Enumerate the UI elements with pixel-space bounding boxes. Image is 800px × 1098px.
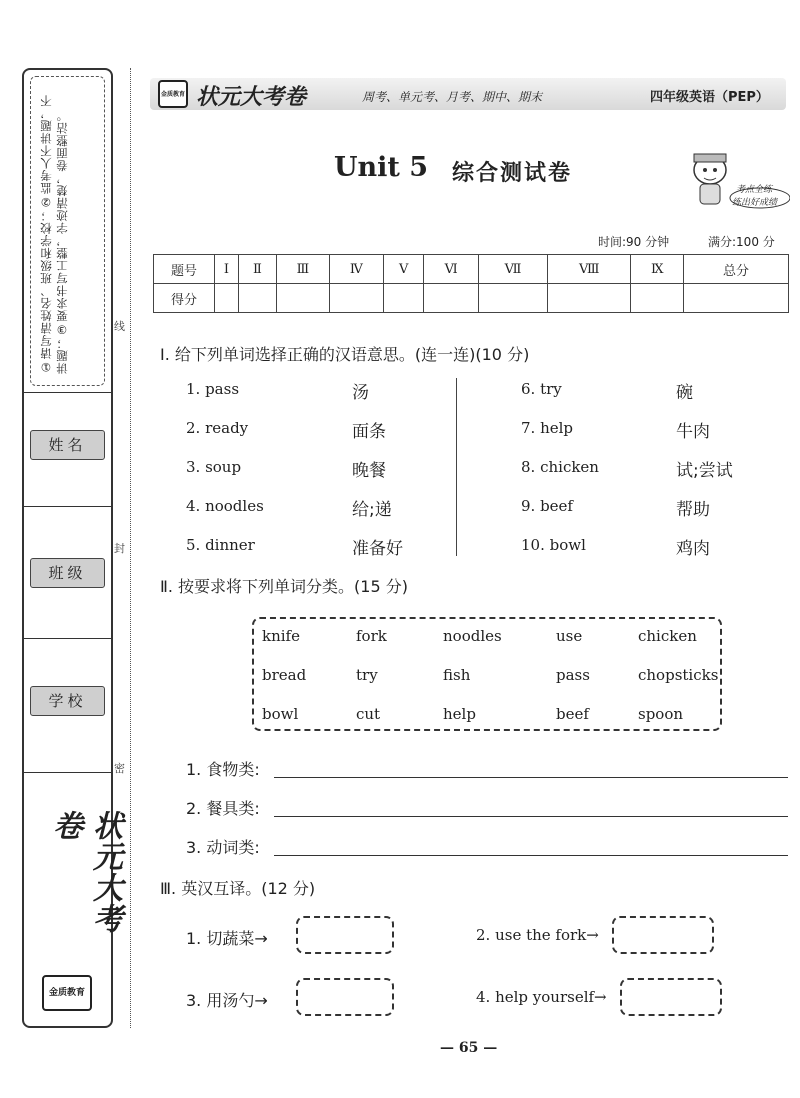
exam-time: 时间:90 分钟	[598, 235, 670, 249]
score-cell[interactable]	[277, 284, 330, 313]
score-col-header: Ⅸ	[631, 255, 684, 284]
score-cell[interactable]	[329, 284, 383, 313]
word-bank-item: bowl	[262, 705, 299, 723]
score-cell[interactable]	[424, 284, 479, 313]
translate-item: 3. 用汤勺→	[186, 991, 268, 1010]
score-col-header: Ⅳ	[329, 255, 383, 284]
header-subject: 四年级英语（PEP）	[650, 90, 769, 105]
word-bank-item: knife	[262, 627, 300, 645]
match-word: 9. beef	[521, 497, 573, 515]
match-meaning: 给;递	[352, 500, 392, 520]
sidebar-logo	[42, 975, 92, 1011]
sidebar-divider	[24, 392, 111, 393]
word-bank-item: pass	[556, 666, 590, 684]
match-meaning: 汤	[352, 383, 369, 403]
exam-notes-text: ①请写清姓名、班级和学校；②监考人不讲题，不讲题；③要求书写工整，字迹清楚，卷面整洁。	[39, 94, 69, 374]
score-cell[interactable]	[548, 284, 631, 313]
score-row-label: 得分	[154, 284, 215, 313]
score-cell[interactable]	[479, 284, 548, 313]
score-cell[interactable]	[215, 284, 239, 313]
match-word: 3. soup	[186, 458, 242, 476]
word-bank-item: beef	[556, 705, 589, 723]
match-meaning: 碗	[676, 383, 693, 403]
word-bank-item: try	[356, 666, 378, 684]
translate-item: 4. help yourself→	[476, 988, 607, 1006]
word-bank-item: chicken	[638, 627, 697, 645]
category-label: 2. 餐具类:	[186, 799, 260, 818]
match-word: 5. dinner	[186, 536, 255, 554]
class-label: 班级	[30, 558, 105, 588]
match-word: 10. bowl	[521, 536, 586, 554]
sidebar-brand: 状元大考卷	[47, 810, 122, 934]
name-label: 姓名	[30, 430, 105, 460]
score-col-header: Ⅵ	[424, 255, 479, 284]
word-bank-item: chopsticks	[638, 666, 719, 684]
match-word: 1. pass	[186, 380, 240, 398]
translate-answer-box[interactable]	[296, 916, 394, 954]
score-header-row	[154, 255, 789, 284]
translate-answer-box[interactable]	[296, 978, 394, 1016]
match-meaning: 帮助	[676, 500, 710, 520]
match-divider	[456, 378, 457, 556]
translate-answer-box[interactable]	[620, 978, 722, 1016]
unit-title: Unit 5	[334, 152, 429, 183]
header-logo-text: 金质教育	[160, 91, 185, 98]
translate-item: 2. use the fork→	[476, 926, 599, 944]
score-cell[interactable]	[238, 284, 276, 313]
match-meaning: 晚餐	[352, 461, 386, 481]
word-bank-item: cut	[356, 705, 381, 723]
tableware-answer-line[interactable]	[274, 816, 788, 817]
sidebar-logo-text: 金质教育	[48, 988, 85, 998]
score-col-header: Ⅷ	[548, 255, 631, 284]
word-bank-item: fish	[443, 666, 471, 684]
sidebar-divider	[24, 638, 111, 639]
match-meaning: 鸡肉	[676, 539, 710, 559]
match-meaning: 准备好	[352, 539, 403, 559]
word-bank-item: noodles	[443, 627, 502, 645]
score-col-header: Ⅲ	[277, 255, 330, 284]
food-answer-line[interactable]	[274, 777, 788, 778]
score-col-header: Ⅴ	[384, 255, 424, 284]
cut-mark-line: 线	[114, 320, 125, 333]
section-2-title: Ⅱ. 按要求将下列单词分类。(15 分)	[160, 577, 408, 596]
translate-item: 1. 切蔬菜→	[186, 929, 268, 948]
match-meaning: 面条	[352, 422, 386, 442]
section-1-title: Ⅰ. 给下列单词选择正确的汉语意思。(连一连)(10 分)	[160, 345, 530, 364]
score-col-header: Ⅱ	[238, 255, 276, 284]
score-col-header: Ⅶ	[479, 255, 548, 284]
cut-mark-seal: 封	[114, 542, 125, 555]
translate-answer-box[interactable]	[612, 916, 714, 954]
score-row-label: 题号	[154, 255, 215, 284]
header-brand: 状元大考卷	[196, 85, 307, 110]
match-word: 7. help	[521, 419, 574, 437]
sidebar-divider	[24, 772, 111, 773]
full-score: 满分:100 分	[708, 235, 775, 249]
page-number: — 65 —	[440, 1040, 498, 1056]
cut-mark-secret: 密	[114, 762, 125, 775]
score-cell[interactable]	[684, 284, 789, 313]
category-label: 1. 食物类:	[186, 760, 260, 779]
cut-line	[130, 68, 131, 1028]
match-meaning: 牛肉	[676, 422, 710, 442]
score-cell[interactable]	[384, 284, 424, 313]
match-word: 2. ready	[186, 419, 249, 437]
score-table	[153, 254, 789, 313]
word-bank-item: fork	[356, 627, 387, 645]
school-label: 学校	[30, 686, 105, 716]
score-col-header: 总分	[684, 255, 789, 284]
word-bank-item: help	[443, 705, 476, 723]
mascot-text-1: 考点全练	[736, 185, 773, 195]
header-tagline: 周考、单元考、月考、期中、期末	[362, 90, 543, 104]
word-bank-item: bread	[262, 666, 307, 684]
mascot-text-2: 练出好成绩	[732, 198, 778, 208]
section-3-title: Ⅲ. 英汉互译。(12 分)	[160, 879, 316, 898]
match-meaning: 试;尝试	[676, 461, 733, 481]
score-value-row	[154, 284, 789, 313]
score-col-header: Ⅰ	[215, 255, 239, 284]
word-bank-item: spoon	[638, 705, 684, 723]
sidebar-divider	[24, 506, 111, 507]
category-label: 3. 动词类:	[186, 838, 260, 857]
header-logo	[158, 80, 188, 108]
verb-answer-line[interactable]	[274, 855, 788, 856]
match-word: 4. noodles	[186, 497, 264, 515]
word-bank-item: use	[556, 627, 583, 645]
score-cell[interactable]	[631, 284, 684, 313]
match-word: 8. chicken	[521, 458, 599, 476]
test-title: 综合测试卷	[452, 161, 573, 186]
match-word: 6. try	[521, 380, 562, 398]
